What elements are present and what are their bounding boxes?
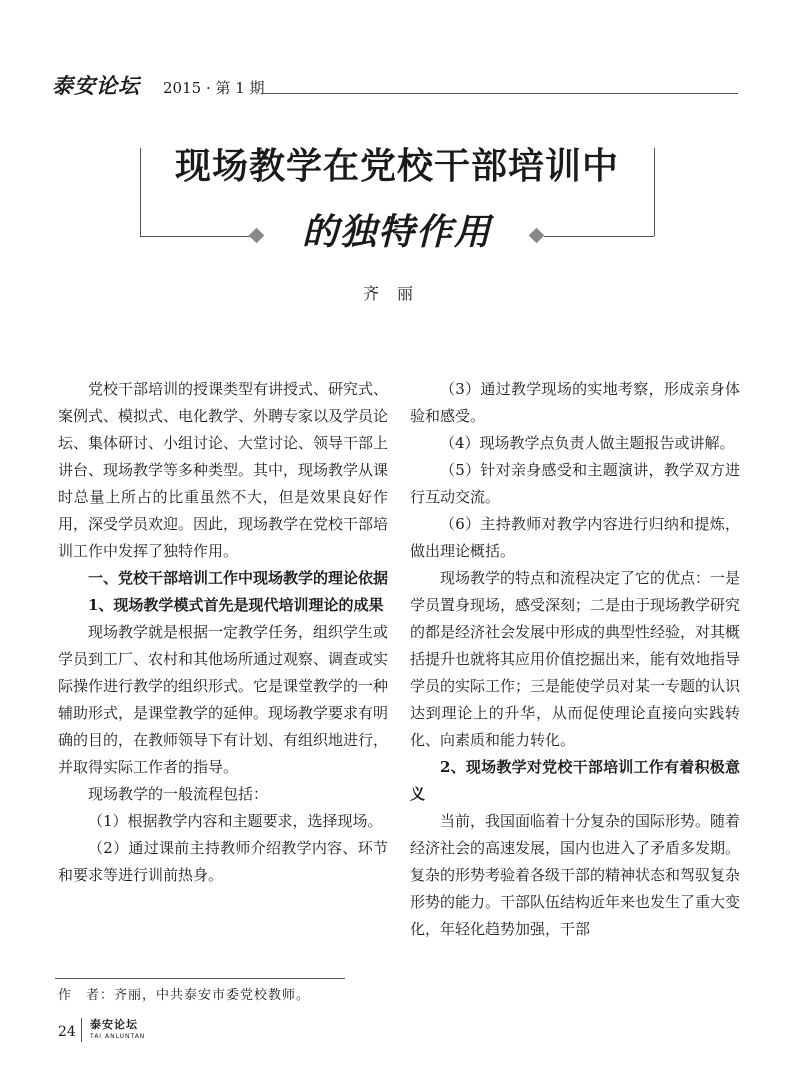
paragraph: （3）通过教学现场的实地考察，形成亲身体验和感受。 [410, 380, 740, 425]
title-frame-bottom-left [140, 236, 250, 237]
journal-name: 泰安论坛 [52, 73, 140, 98]
article-title-line1: 现场教学在党校干部培训中 [174, 145, 619, 187]
paragraph: （4）现场教学点负责人做主题报告或讲解。 [440, 434, 735, 452]
footnote-rule [55, 978, 345, 979]
author-name: 齐丽 [362, 284, 431, 303]
footer-journal-en: TAI ANLUNTAN [90, 1033, 146, 1040]
left-column [58, 376, 388, 889]
author-footnote: 作 者：齐丽，中共泰安市委党校教师。 [58, 988, 311, 1003]
paragraph: 现场教学的特点和流程决定了它的优点：一是学员置身现场，感受深刻；二是由于现场教学研究的都是经济社会发展中形成的典型性经验，对其概括提升也就将其应用价值挖掘出来，能有效地指导学员的实际工作；三是能使学员对某一专题的认识达到理论上的升华，从而促使理论直接向实践转化、向素质和能力转化。 [410, 569, 741, 749]
section-heading: 1、现场教学模式首先是现代培训理论的成果 [88, 596, 384, 614]
paragraph: （5）针对亲身感受和主题演讲，教学双方进行互动交流。 [410, 461, 740, 506]
paragraph: （6）主持教师对教学内容进行归纳和提炼，做出理论概括。 [410, 515, 740, 560]
paragraph: 党校干部培训的授课类型有讲授式、研究式、案例式、模拟式、电化教学、外聘专家以及学员论坛、集体研讨、小组讨论、大堂讨论、领导干部上讲台、现场教学等多种类型。其中，现场教学从课时总量上所占的比重虽然不大，但是效果良好作用，深受学员欢迎。因此，现场教学在党校干部培训工作中发挥了独特作用。 [58, 380, 389, 560]
paragraph: （1）根据教学内容和主题要求，选择现场。 [88, 812, 383, 830]
paragraph: 当前，我国面临着十分复杂的国际形势。随着经济社会的高速发展，国内也进入了矛盾多发期。复杂的形势考验着各级干部的精神状态和驾驭复杂形势的能力。干部队伍结构近年来也发生了重大变化，年轻化趋势加强，干部 [410, 812, 741, 938]
footer-separator [81, 1018, 82, 1042]
header-rule [262, 93, 738, 94]
title-frame-right [654, 148, 655, 236]
article-title-line2: 的独特作用 [301, 211, 492, 253]
right-column [410, 376, 740, 943]
paragraph: 现场教学的一般流程包括： [88, 785, 269, 803]
title-frame-bottom-right [544, 236, 654, 237]
issue-label: 2015 · 第 1 期 [163, 79, 265, 97]
footer-journal-cn: 泰安论坛 [90, 1018, 138, 1031]
section-heading: 一、党校干部培训工作中现场教学的理论依据 [88, 569, 389, 587]
section-heading: 2、现场教学对党校干部培训工作有着积极意义 [410, 758, 740, 803]
paragraph: （2）通过课前主持教师介绍教学内容、环节和要求等进行训前热身。 [58, 839, 388, 884]
paragraph: 现场教学就是根据一定教学任务，组织学生或学员到工厂、农村和其他场所通过观察、调查或实际操作进行教学的组织形式。它是课堂教学的一种辅助形式，是课堂教学的延伸。现场教学要求有明确的目的，在教师领导下有计划、有组织地进行，并取得实际工作者的指导。 [58, 623, 389, 776]
page-number: 24 [58, 1024, 76, 1040]
